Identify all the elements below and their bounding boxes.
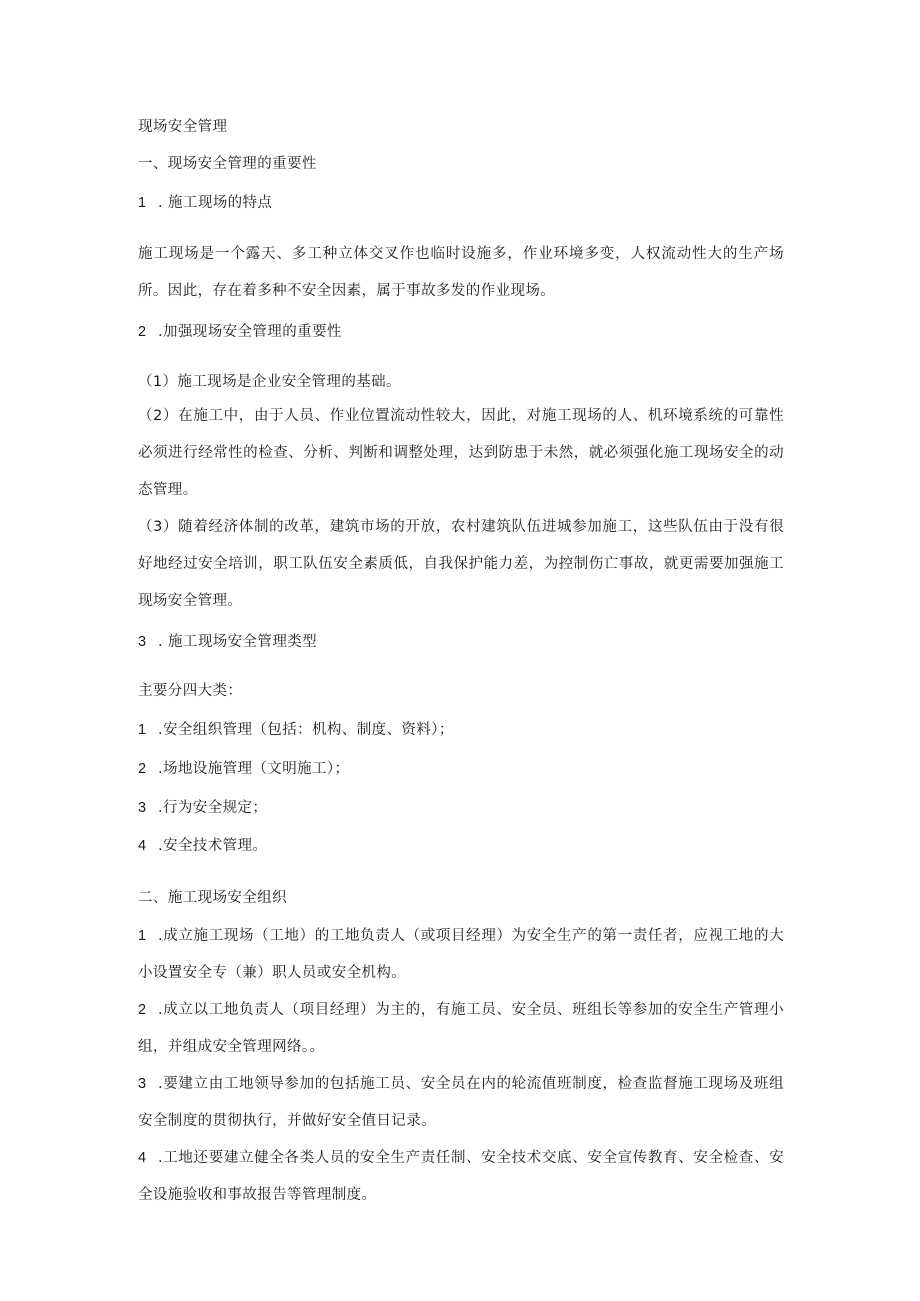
item-text: .工地还要建立健全各类人员的安全生产责任制、安全技术交底、安全宣传教育、安全检查、安全设施验收和事故报告等管理制度。 — [138, 1150, 784, 1203]
item-text: .成立施工现场（工地）的工地负责人（或项目经理）为安全生产的第一责任者，应视工地的大小设置安全专（兼）职人员或安全机构。 — [138, 928, 784, 981]
type-item — [138, 720, 788, 740]
subsection-3-title — [138, 632, 788, 652]
item-text: .成立以工地负责人（项目经理）为主的，有施工员、安全员、班组长等参加的安全生产管理小组，并组成安全管理网络。。 — [138, 1002, 784, 1055]
subsection-2-title — [138, 322, 788, 342]
item-text: .安全组织管理（包括：机构、制度、资料）； — [158, 722, 454, 738]
importance-item-3: （3）随着经济体制的改革，建筑市场的开放，农村建筑队伍进城参加施工，这些队伍由于没有很好地经过安全培训，职工队伍安全素质低，自我保护能力差，为控制伤亡事故，就更需要加强施工现场安全管理。 — [138, 519, 784, 609]
item-number: 4 — [138, 1150, 147, 1166]
types-intro: 主要分四大类： — [138, 683, 243, 699]
item-number: 1 — [138, 195, 147, 211]
subsection-1-body: 施工现场是一个露天、多工种立体交叉作也临时设施多，作业环境多变，人权流动性大的生产场所。因此，存在着多种不安全因素，属于事故多发的作业现场。 — [138, 246, 784, 299]
section-1-heading: 一、现场安全管理的重要性 — [138, 156, 317, 172]
item-number: 3 — [138, 800, 147, 816]
item-number: 2 — [138, 1002, 147, 1018]
item-number: 2 — [138, 324, 147, 340]
item-text: .行为安全规定； — [158, 800, 268, 816]
item-number: 3 — [138, 1076, 147, 1092]
item-title: . 施工现场安全管理类型 — [158, 634, 318, 650]
section-2-heading: 二、施工现场安全组织 — [138, 890, 287, 906]
subsection-1-title — [138, 193, 788, 213]
importance-item-2: （2）在施工中，由于人员、作业位置流动性较大，因此，对施工现场的人、机环境系统的可靠性必须进行经常性的检查、分析、判断和调整处理，达到防患于未然，就必须强化施工现场安全的动态管理。 — [138, 408, 784, 498]
item-text: .场地设施管理（文明施工）； — [158, 761, 350, 777]
item-title: . 施工现场的特点 — [158, 195, 273, 211]
type-item — [138, 836, 788, 856]
importance-item-1: （1）施工现场是企业安全管理的基础。 — [138, 374, 401, 390]
document-title: 现场安全管理 — [138, 119, 228, 135]
organization-item — [138, 918, 784, 992]
item-number: 1 — [138, 722, 147, 738]
type-item — [138, 798, 788, 818]
type-item — [138, 759, 788, 779]
item-number: 2 — [138, 761, 147, 777]
organization-item — [138, 1066, 784, 1140]
organization-item — [138, 1140, 784, 1214]
item-number: 4 — [138, 838, 147, 854]
organization-item — [138, 992, 784, 1066]
item-title: .加强现场安全管理的重要性 — [158, 324, 342, 340]
item-text: .要建立由工地领导参加的包括施工员、安全员在内的轮流值班制度，检查监督施工现场及班组安全制度的贯彻执行，并做好安全值日记录。 — [138, 1076, 784, 1129]
item-number: 1 — [138, 928, 147, 944]
item-text: .安全技术管理。 — [158, 838, 268, 854]
item-number: 3 — [138, 634, 147, 650]
